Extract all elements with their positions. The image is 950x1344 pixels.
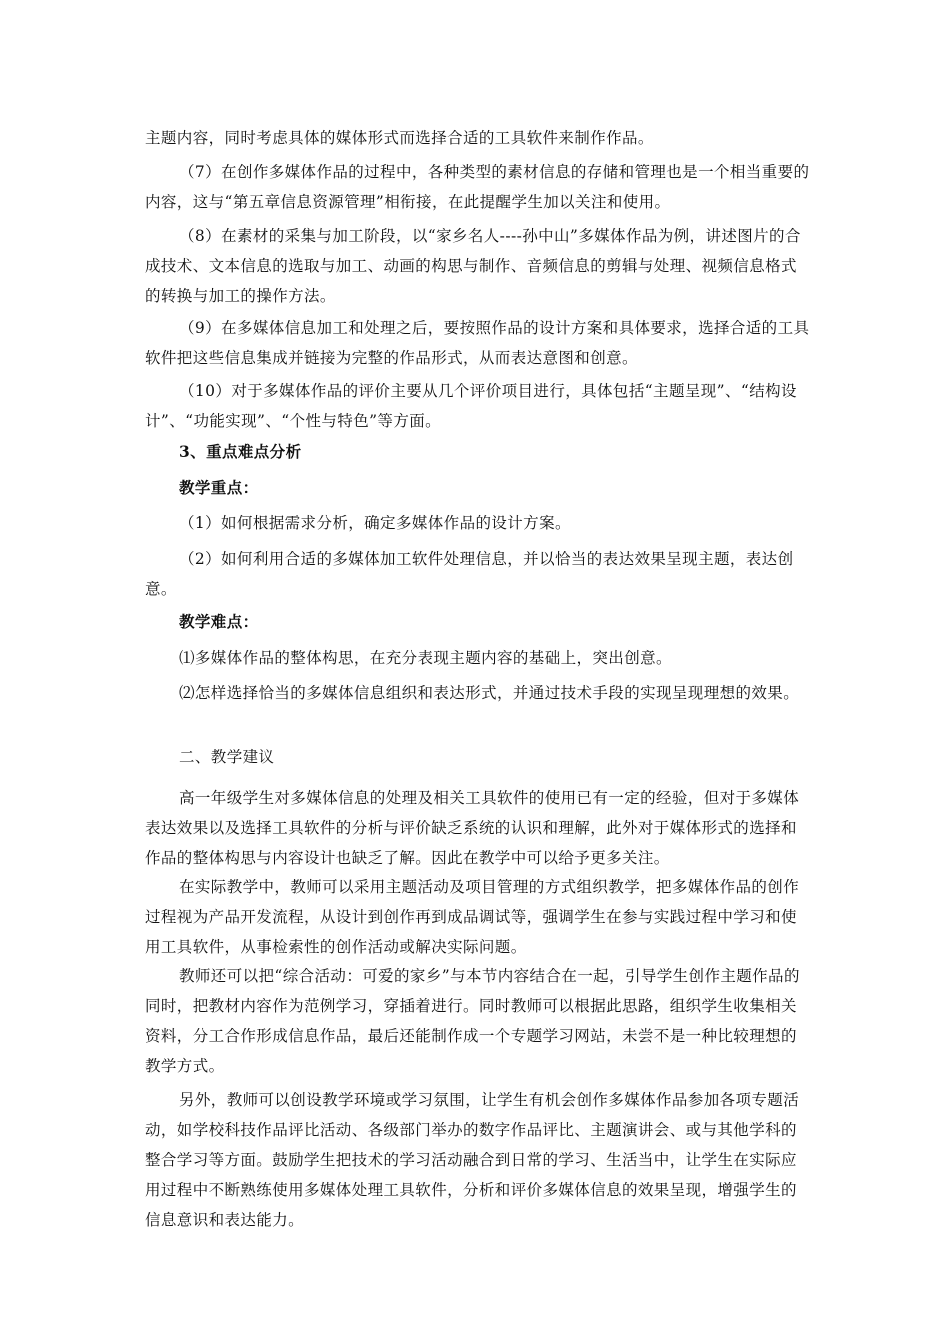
paragraph-item-7: （7）在创作多媒体作品的过程中，各种类型的素材信息的存储和管理也是一个相当重要的内容，这与“第五章信息资源管理”相衔接，在此提醒学生加以关注和使用。	[145, 163, 810, 211]
section-heading-teaching-suggestions: 二、教学建议	[179, 748, 275, 766]
teaching-difficulties-heading: 教学难点：	[179, 612, 259, 631]
suggestion-paragraph-4: 另外，教师可以创设教学环境或学习氛围，让学生有机会创作多媒体作品参加各项专题活动，如学校科技作品评比活动、各级部门举办的数字作品评比、主题演讲会、或与其他学科的整合学习等方面。鼓励学生把技术的学习活动融合到日常的学习、生活当中，让学生在实际应用过程中不断熟练使用多媒体处理工具软件，分析和评价多媒体信息的效果呈现，增强学生的信息意识和表达能力。	[145, 1091, 800, 1229]
paragraph-item-10: （10）对于多媒体作品的评价主要从几个评价项目进行，具体包括“主题呈现”、“结构设计”、“功能实现”、“个性与特色”等方面。	[145, 382, 797, 430]
key-point-2: （2）如何利用合适的多媒体加工软件处理信息，并以恰当的表达效果呈现主题，表达创意。	[145, 550, 794, 598]
paragraph-item-9: （9）在多媒体信息加工和处理之后，要按照作品的设计方案和具体要求，选择合适的工具软件把这些信息集成并链接为完整的作品形式，从而表达意图和创意。	[145, 319, 810, 367]
teaching-key-points-heading: 教学重点：	[179, 478, 259, 497]
paragraph-continuation: 主题内容，同时考虑具体的媒体形式而选择合适的工具软件来制作作品。	[145, 129, 654, 147]
key-point-1: （1）如何根据需求分析，确定多媒体作品的设计方案。	[179, 514, 571, 532]
suggestion-paragraph-2: 在实际教学中，教师可以采用主题活动及项目管理的方式组织教学，把多媒体作品的创作过程视为产品开发流程，从设计到创作再到成品调试等，强调学生在参与实践过程中学习和使用工具软件，从事检索性的创作活动或解决实际问题。	[145, 878, 800, 956]
suggestion-paragraph-3: 教师还可以把“综合活动：可爱的家乡”与本节内容结合在一起，引导学生创作主题作品的同时，把教材内容作为范例学习，穿插着进行。同时教师可以根据此思路，组织学生收集相关资料，分工合作形成信息作品，最后还能制作成一个专题学习网站，未尝不是一种比较理想的教学方式。	[145, 967, 800, 1075]
difficulty-2: ⑵怎样选择恰当的多媒体信息组织和表达形式，并通过技术手段的实现呈现理想的效果。	[179, 684, 800, 702]
paragraph-item-8: （8）在素材的采集与加工阶段，以“家乡名人----孙中山”多媒体作品为例，讲述图片的合成技术、文本信息的选取与加工、动画的构思与制作、音频信息的剪辑与处理、视频信息格式的转换与加工的操作方法。	[145, 227, 801, 305]
suggestion-paragraph-1: 高一年级学生对多媒体信息的处理及相关工具软件的使用已有一定的经验，但对于多媒体表达效果以及选择工具软件的分析与评价缺乏系统的认识和理解，此外对于媒体形式的选择和作品的整体构思与内容设计也缺乏了解。因此在教学中可以给予更多关注。	[145, 789, 800, 867]
difficulty-1: ⑴多媒体作品的整体构思，在充分表现主题内容的基础上，突出创意。	[179, 649, 672, 667]
section-heading-key-difficult: 3、重点难点分析	[179, 442, 302, 461]
